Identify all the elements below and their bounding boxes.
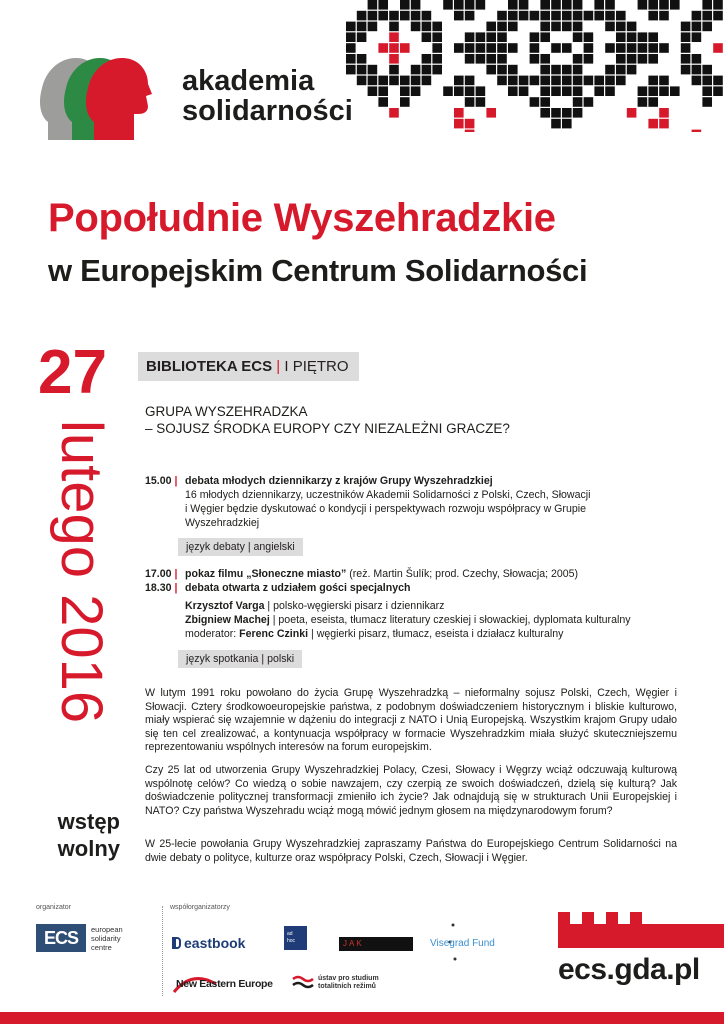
organizer-label: organizator <box>36 904 72 911</box>
brand-line2: solidarności <box>182 95 353 127</box>
event-time: 17.00 <box>145 568 172 580</box>
event-title: debata młodych dziennikarzy z krajów Grupy Wyszehradzkiej <box>185 475 493 487</box>
entry-line1: wstęp <box>57 809 120 834</box>
program-item-2: 17.00 | pokaz filmu „Słoneczne miasto” (reż. Martin Šulík; prod. Czechy, Słowacja; 2005) 18.30 | debata otwarta z udziałem gości specjalnych <box>145 568 579 594</box>
venue: BIBLIOTEKA ECS <box>146 358 273 375</box>
page-title: Popołudnie Wyszehradzkie <box>48 196 556 240</box>
ustav-text: ústav pro studium <box>318 975 379 982</box>
language-badge: język debaty | angielski <box>178 538 303 556</box>
guest-desc: | polsko-węgierski pisarz i dziennikarz <box>264 600 445 612</box>
ecs-logo-text <box>91 925 123 952</box>
subtitle-line2: – SOJUSZ ŚRODKA EUROPY CZY NIEZALEŻNI GRACZE? <box>145 421 510 436</box>
moderator-label: moderator: <box>185 628 240 640</box>
date-month-year: lutego 2016 <box>49 420 114 724</box>
brand-name <box>182 66 353 126</box>
event-time: 18.30 <box>145 582 172 594</box>
adhoc-text: hoc <box>287 938 296 944</box>
event-title: debata otwarta z udziałem gości specjalnych <box>185 582 411 594</box>
free-entry <box>44 808 120 862</box>
visegrad-fund-logo: Visegrad Fund <box>430 938 495 949</box>
new-eastern-europe-logo: New Eastern Europe <box>176 978 273 990</box>
ecs-text-line: european <box>91 925 123 934</box>
akademia-logo-heads <box>36 52 166 142</box>
brand-line1: akademia <box>182 65 315 97</box>
guest-desc: | poeta, eseista, tłumacz literatury czeskiej i słowackiej, dyplomata kulturalny <box>269 614 631 626</box>
date-day: 27 <box>38 338 107 407</box>
website-url[interactable]: ecs.gda.pl <box>558 953 700 986</box>
event-subtitle <box>145 403 510 437</box>
page-subtitle: w Europejskim Centrum Solidarności <box>48 253 588 288</box>
ecs-text-line: solidarity <box>91 934 121 943</box>
guest-desc: | węgierki pisarz, tłumacz, eseista i działacz kulturalny <box>308 628 564 640</box>
guest-name: Krzysztof Varga <box>185 600 265 612</box>
ustav-text: totalitních režimů <box>318 983 376 990</box>
guest-name: Zbigniew Machej <box>185 614 270 626</box>
footer-divider <box>162 906 163 996</box>
jak-logo: JAK <box>339 937 413 951</box>
event-title: pokaz filmu „Słoneczne miasto” <box>185 568 347 580</box>
entry-line2: wolny <box>57 836 120 861</box>
ustav-wave-icon <box>292 975 314 989</box>
eastbook-text: eastbook <box>184 935 246 951</box>
guest-list <box>145 599 631 641</box>
location-separator: | <box>276 358 281 375</box>
ecs-logo: ECS <box>36 924 86 952</box>
bottom-bar <box>0 1012 724 1024</box>
ecs-text-line: centre <box>91 943 112 952</box>
event-note: (reż. Martin Šulík; prod. Czechy, Słowacja; 2005) <box>346 568 579 580</box>
paragraph-2: Czy 25 lat od utworzenia Grupy Wyszehradzkiej Polacy, Czesi, Słowacy i Węgrzy wciąż odczuwają kulturową wspólnotę celów? Co wiedzą o sobie nawzajem, czy czerpią ze swoich doświadczeń, dzielą się kulturą? Jak doświadczenie politycznej transformacji zmieniło ich życie? Jak odnajdują się w strukturach Unii Europejskiej i NATO? Czy państwa Wyszehradu wciąż mogą mówić jednym głosem na międzynarodowym forum? <box>145 764 677 817</box>
adhoc-text: ad <box>287 931 293 937</box>
floor: I PIĘTRO <box>284 358 349 375</box>
eastbook-logo <box>172 935 245 951</box>
event-desc: 16 młodych dziennikarzy, uczestników Akademii Solidarności z Polski, Czech, Słowacji <box>185 489 591 501</box>
ustav-logo <box>318 975 379 991</box>
paragraph-1: W lutym 1991 roku powołano do życia Grupę Wyszehradzką – nieformalny sojusz Polski, Czech, Węgier i Słowacji. Cztery środkowoeuropejskie państwa, z podobnym doświadczeniem historycznym i bliskie kulturowo, miały wspierać się wzajemnie w dążeniu do integracji z NATO i Unią Europejską. Wszystkim krajom Grupy udało się ten cel zrealizować, a kontynuacja współpracy w formacie Wyszehradzkim miała służyć skuteczniejszemu reprezentowaniu wspólnych interesów na forum europejskim. <box>145 687 677 753</box>
adhoc-logo <box>284 926 307 950</box>
footer-pattern <box>558 912 724 948</box>
paragraph-3: W 25-lecie powołania Grupy Wyszehradzkiej zapraszamy Państwa do Europejskiego Centrum Solidarności na dwie debaty o polityce, kulturze oraz współpracy Polski, Czech, Słowacji i Węgier. <box>145 838 677 864</box>
event-time: 15.00 <box>145 475 172 487</box>
subtitle-line1: GRUPA WYSZEHRADZKA <box>145 404 308 419</box>
guest-name: Ferenc Czinki <box>239 628 309 640</box>
folk-pattern <box>346 0 724 132</box>
event-desc: Wyszehradzkiej <box>185 517 260 529</box>
eastbook-icon <box>172 937 181 949</box>
location-box <box>138 352 359 381</box>
coorganizers-label: współorganizatorzy <box>170 904 230 911</box>
program-item-1: 15.00 | debata młodych dziennikarzy z krajów Grupy Wyszehradzkiej 16 młodych dziennikarzy, uczestników Akademii Solidarności z Polski, Czech, Słowacji i Węgier będzie dyskutować o kondycji i perspektywach rozwoju współpracy w Grupie Wyszehradzkiej <box>145 475 591 529</box>
language-badge: język spotkania | polski <box>178 650 302 668</box>
event-desc: i Węgier będzie dyskutować o kondycji i perspektywach rozwoju współpracy w Grupie <box>185 503 586 515</box>
